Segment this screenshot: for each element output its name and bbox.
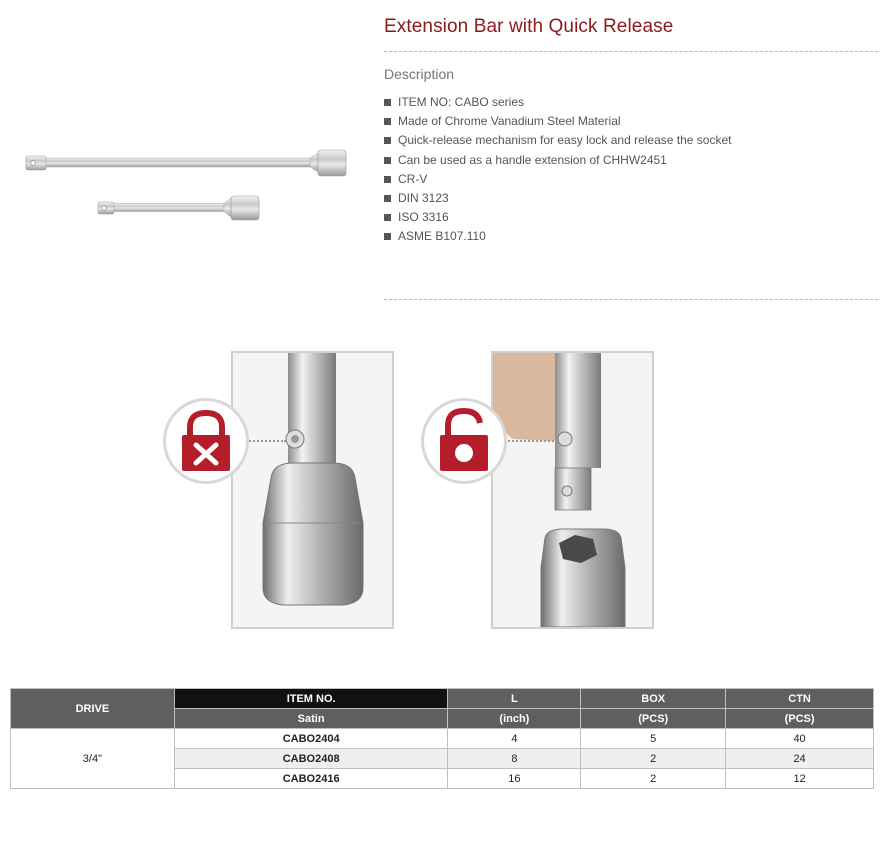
extension-bars-illustration <box>18 140 358 240</box>
unlocked-badge <box>421 398 507 484</box>
locked-badge <box>163 398 249 484</box>
ctn-cell: 24 <box>726 749 874 769</box>
lock-open-icon <box>424 401 504 481</box>
square-bullet-icon <box>384 99 391 106</box>
locked-socket-illustration <box>233 353 392 627</box>
box-cell: 2 <box>581 769 726 789</box>
feature-item: ISO 3316 <box>384 208 732 227</box>
square-bullet-icon <box>384 118 391 125</box>
square-bullet-icon <box>384 233 391 240</box>
length-cell: 8 <box>448 749 581 769</box>
table-row <box>11 729 874 749</box>
divider <box>384 51 878 52</box>
feature-item: DIN 3123 <box>384 189 732 208</box>
header-box-unit: (PCS) <box>581 709 726 729</box>
ctn-cell: 40 <box>726 729 874 749</box>
unlocked-socket-illustration <box>493 353 652 627</box>
header-finish: Satin <box>174 709 448 729</box>
unlocked-illustration-panel <box>491 351 654 629</box>
header-drive: DRIVE <box>11 689 175 729</box>
box-cell: 2 <box>581 749 726 769</box>
locked-illustration-panel <box>231 351 394 629</box>
header-box: BOX <box>581 689 726 709</box>
square-bullet-icon <box>384 176 391 183</box>
ctn-cell: 12 <box>726 769 874 789</box>
lock-closed-x-icon <box>166 401 246 481</box>
header-ctn: CTN <box>726 689 874 709</box>
length-cell: 16 <box>448 769 581 789</box>
drive-cell: 3/4" <box>11 729 175 789</box>
header-item-no: ITEM NO. <box>174 689 448 709</box>
square-bullet-icon <box>384 195 391 202</box>
spec-table <box>10 688 874 789</box>
box-cell: 5 <box>581 729 726 749</box>
item-code-cell: CABO2404 <box>174 729 448 749</box>
header-l: L <box>448 689 581 709</box>
feature-item: Made of Chrome Vanadium Steel Material <box>384 112 732 131</box>
feature-item: Quick-release mechanism for easy lock and release the socket <box>384 131 732 150</box>
square-bullet-icon <box>384 137 391 144</box>
header-l-unit: (inch) <box>448 709 581 729</box>
product-title: Extension Bar with Quick Release <box>384 16 674 37</box>
item-code-cell: CABO2408 <box>174 749 448 769</box>
item-code-cell: CABO2416 <box>174 769 448 789</box>
description-heading: Description <box>384 66 455 82</box>
square-bullet-icon <box>384 157 391 164</box>
feature-list <box>384 93 732 247</box>
pointer-line <box>504 440 558 442</box>
product-image <box>18 140 358 240</box>
length-cell: 4 <box>448 729 581 749</box>
header-ctn-unit: (PCS) <box>726 709 874 729</box>
divider <box>384 299 878 300</box>
square-bullet-icon <box>384 214 391 221</box>
feature-item: CR-V <box>384 170 732 189</box>
pointer-line <box>246 440 286 442</box>
feature-item: ITEM NO: CABO series <box>384 93 732 112</box>
feature-item: Can be used as a handle extension of CHHW2451 <box>384 151 732 170</box>
feature-item: ASME B107.110 <box>384 227 732 246</box>
